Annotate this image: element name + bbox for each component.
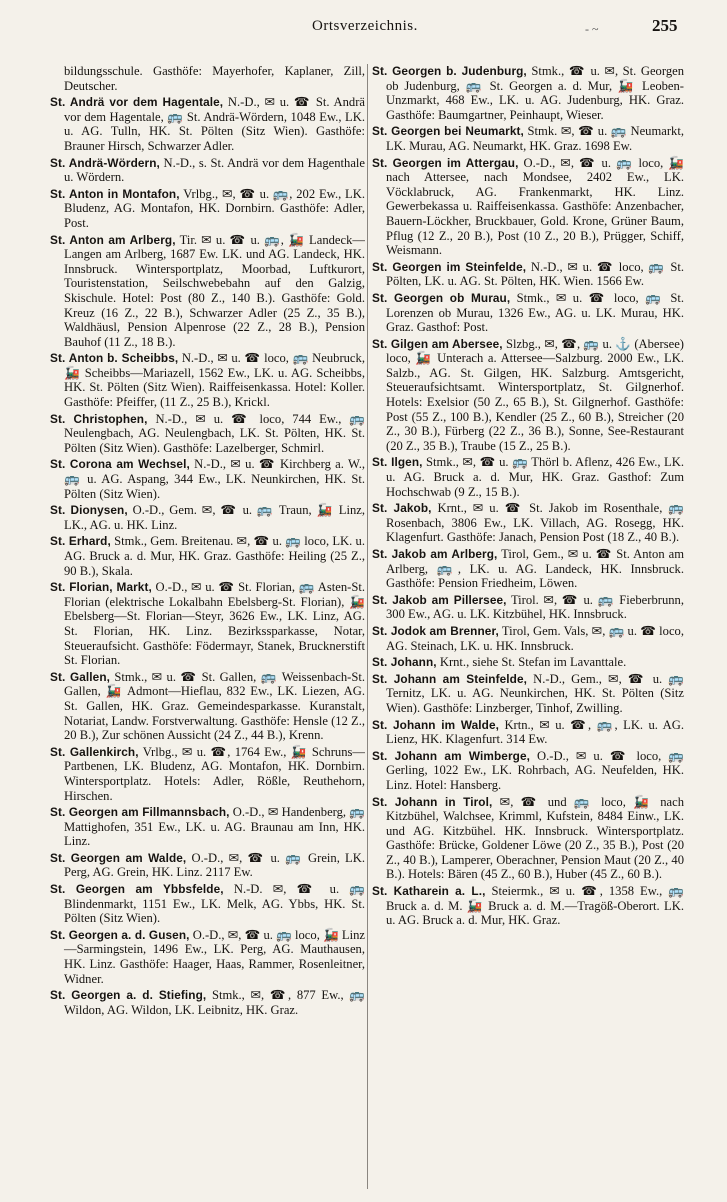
entry-name: St. Anton b. Scheibbs, bbox=[50, 351, 179, 366]
header-decoration: - ~ bbox=[585, 22, 599, 36]
entry bbox=[50, 187, 365, 231]
entry-text: N.-D. ✉, ☎ u. 🚌 Blindenmarkt, 1151 Ew., LK. Melk, AG. Ybbs, HK. St. Pölten (Sitz Wien). bbox=[64, 882, 365, 926]
entry bbox=[372, 501, 684, 545]
entry-text: Stmk., ☎ u. ✉, St. Georgen ob Judenburg, 🚌 St. Georgen a. d. Mur, 🚂 Leoben-Unzmarkt, 468 Ew., LK. u. AG. Judenburg, HK. Graz. Gasthöfe: Baumgartner, Peinhaupt, Wieser. bbox=[386, 64, 684, 122]
entry-text: Tir. ✉ u. ☎ u. 🚌, 🚂 Landeck—Langen am Arlberg, 1687 Ew. LK. und AG. Landeck, HK. Innsbruck. Wintersportplatz, Moorbad, Luftkurort, Touristenstation, Seilschwebebahn auf den Galzig, Skischule. Hotel: Post (80 Z., 140 B.). Gasthöfe: Gold. Kreuz (16 Z., 22 B.), Schwarzer Adler (25 Z., 35 B.), Waldhäusl, Pension Alpenrose (22 Z., 28 B.), Pension Bauhof (11 Z., 18 B.). bbox=[64, 232, 365, 349]
entry-name: St. Jakob am Arlberg, bbox=[372, 547, 498, 561]
entry bbox=[372, 156, 684, 258]
entry-text: N.-D., ✉ u. ☎ St. Andrä vor dem Hagentale, 🚌 St. Andrä-Wördern, 1048 Ew., LK. u. AG. Tulln, HK. St. Pölten (Sitz Wien). Gasthöfe: Brauner Hirsch, Schwarzer Adler. bbox=[64, 95, 365, 153]
entry-text: Stmk., ✉, ☎ u. 🚌 Thörl b. Aflenz, 426 Ew., LK. u. AG. Bruck a. d. Mur, HK. Graz. Gasthof: Zum Hochschwab (9 Z., 15 B.). bbox=[386, 455, 684, 499]
entry bbox=[372, 337, 684, 454]
entry bbox=[50, 95, 365, 153]
entry bbox=[50, 882, 365, 926]
right-column bbox=[372, 64, 684, 1189]
entry-text: Krnt., siehe St. Stefan im Lavanttale. bbox=[439, 655, 627, 670]
entry-name: St. Katharein a. L., bbox=[372, 884, 486, 899]
entry-name: St. Georgen b. Judenburg, bbox=[372, 64, 527, 78]
entry-text: O.-D., ✉ Handenberg, 🚌 Mattighofen, 351 Ew., LK. u. AG. Braunau am Inn, HK. Linz. bbox=[64, 805, 365, 849]
entry-text: Stmk., ✉ u. ☎ loco, 🚌 St. Lorenzen ob Murau, 1326 Ew., AG. u. LK. Murau, HK. Graz. Gasthof: Post. bbox=[386, 290, 684, 335]
entry-name: St. Gallenkirch, bbox=[50, 744, 139, 759]
entry-text: N.-D., Gem., ✉, ☎ u. 🚌 Ternitz, LK. u. AG. Neunkirchen, HK. St. Pölten (Sitz Wien). Gasthöfe: Linzberger, Tinhof, Zwilling. bbox=[386, 671, 684, 715]
entry bbox=[372, 291, 684, 335]
entry-text: O.-D., ✉, ☎ u. 🚌 loco, 🚂 Linz—Sarmingstein, 1496 Ew., LK. Perg, AG. Mauthausen, HK. Linz. Gasthöfe: Haager, Haas, Rammer, Rosenleitner, Widner. bbox=[64, 927, 365, 986]
entry bbox=[50, 64, 365, 93]
entry-text: Stmk. ✉, ☎ u. 🚌 Neumarkt, LK. Murau, AG. Neumarkt, HK. Graz. 1698 Ew. bbox=[386, 124, 684, 153]
entry bbox=[372, 547, 684, 591]
page-title: Ortsverzeichnis. bbox=[312, 18, 418, 34]
entry-name: St. Georgen am Ybbsfelde, bbox=[50, 882, 224, 897]
page-header bbox=[0, 0, 727, 44]
entry bbox=[50, 580, 365, 668]
entry bbox=[372, 795, 684, 883]
entry-name: St. Georgen am Fillmannsbach, bbox=[50, 805, 230, 820]
entry-name: St. Georgen a. d. Stiefing, bbox=[50, 988, 207, 1003]
entry-name: St. Johann am Steinfelde, bbox=[372, 671, 528, 686]
entry bbox=[372, 718, 684, 747]
entry-name: St. Georgen am Walde, bbox=[50, 850, 187, 865]
entry-text: O.-D., ✉, ☎ u. 🚌 Grein, LK. Perg, AG. Grein, HK. Linz. 2117 Ew. bbox=[64, 850, 365, 880]
entry-name: St. Johann im Walde, bbox=[372, 717, 500, 732]
left-column bbox=[50, 64, 365, 1189]
entry bbox=[50, 412, 365, 456]
entry-text: O.-D., ✉, ☎ u. 🚌 loco, 🚂 nach Attersee, nach Mondsee, 2402 Ew., LK. Vöcklabruck, AG. Frankenmarkt, HK. Linz. Gewerbekassa u. Raiffeisenkassa. Gasthöfe: Anzenbacher, Bauern-Löckher, Bruckbauer, Gold. Krone, Grüner Baum, Pflug (12 Z., 20 B.), Post (10 Z., 20 B.), Prügger, Schiff, Weismann. bbox=[386, 155, 684, 258]
entry bbox=[50, 457, 365, 501]
entry-text: N.-D., ✉ u. ☎ loco, 744 Ew., 🚌 Neulengbach, AG. Neulengbach, LK. St. Pölten, HK. St. Pölten (Sitz Wien). Gasthöfe: Lazelberger, Schmirl. bbox=[64, 411, 365, 455]
entry-text: Krtn., ✉ u. ☎, 🚌, LK. u. AG. Lienz, HK. Klagenfurt. 314 Ew. bbox=[386, 717, 684, 747]
entry bbox=[50, 156, 365, 185]
entry bbox=[50, 851, 365, 880]
entry bbox=[372, 593, 684, 622]
entry-name: St. Corona am Wechsel, bbox=[50, 457, 190, 472]
entry-text: Tirol. ✉, ☎ u. 🚌 Fieberbrunn, 300 Ew., AG. u. LK. Kitzbühel, HK. Innsbruck. bbox=[386, 592, 684, 622]
entry bbox=[50, 233, 365, 350]
entry-text: ✉, ☎ und 🚌 loco, 🚂 nach Kitzbühel, Walchsee, Krimml, Kufstein, 8484 Einw., LK. und AG. Kitzbühel. HK. Innsbruck. Wintersportplatz. Gasthöfe: Brücke, Goldener Löwe (20 Z., 35 B.), Post (20 Z., 40 B.), Lamperer, Oberachner, Pension Maut (20 Z., 40 B.). Hotels: Bären (45 Z., 60 B.), Huber (45 Z., 60 B.). bbox=[386, 794, 684, 882]
entry-name: St. Dionysen, bbox=[50, 503, 128, 518]
entry bbox=[372, 655, 684, 670]
entry-name: St. Johann, bbox=[372, 655, 437, 670]
entry-text: N.-D., ✉ u. ☎ loco, 🚌 Neubruck, 🚂 Scheibbs—Mariazell, 1562 Ew., LK. u. AG. Scheibbs, HK. St. Pölten (Sitz Wien). Raiffeisenkassa. Hotel: Koller. Gasthöfe: Pfeiffer, (11 Z., 25 B.), Krickl. bbox=[64, 351, 365, 410]
entry-name: St. Johann in Tirol, bbox=[372, 794, 493, 809]
entry bbox=[372, 260, 684, 289]
entry-name: St. Erhard, bbox=[50, 534, 111, 549]
entry-name: St. Georgen im Attergau, bbox=[372, 155, 519, 170]
entry-name: St. Jakob, bbox=[372, 501, 432, 516]
entry-text: N.-D., s. St. Andrä vor dem Hagenthale u. Wördern. bbox=[64, 155, 365, 185]
entry bbox=[50, 503, 365, 532]
entry-name: St. Georgen bei Neumarkt, bbox=[372, 124, 524, 139]
entry-name: St. Ilgen, bbox=[372, 455, 423, 470]
entry bbox=[372, 884, 684, 928]
entry-name: St. Christophen, bbox=[50, 411, 148, 426]
entry-name: St. Andrä-Wördern, bbox=[50, 155, 160, 170]
entry-text: O.-D., Gem. ✉, ☎ u. 🚌 Traun, 🚂 Linz, LK., AG. u. HK. Linz. bbox=[64, 503, 365, 532]
entry-text: Stmk., Gem. Breitenau. ✉, ☎ u. 🚌 loco, LK. u. AG. Bruck a. d. Mur, HK. Graz. Gasthöfe: Heiling (25 Z., 90 B.), Skala. bbox=[64, 534, 365, 578]
entry bbox=[372, 124, 684, 153]
entry-name: St. Anton am Arlberg, bbox=[50, 232, 176, 247]
entry-text: Steiermk., ✉ u. ☎, 1358 Ew., 🚌 Bruck a. d. M. 🚂 Bruck a. d. M.—Tragöß-Oberort. LK. u. AG. Bruck a. d. Mur, HK. Graz. bbox=[386, 884, 684, 928]
entry-name: St. Andrä vor dem Hagentale, bbox=[50, 95, 224, 110]
entry-text: Slzbg., ✉, ☎, 🚌 u. ⚓ (Abersee) loco, 🚂 Unterach a. Attersee—Salzburg. 2000 Ew., LK. Salzb., AG. St. Gilgen, HK. Salzburg. Amtsgericht, Steueraufsichtsamt. Wintersportplatz, St. Gilgnerhof. Hotels: Exelsior (50 Z., 65 B.), St. Gilgnerhof. Gasthöfe: Post (55 Z., 100 B.), Kendler (25 Z., 60 B.), Streicher (20 Z., 30 B.), Fürberg (22 Z., 36 B.), Sonne, See-Restaurant (20 Z., 35 B.), Traube (15 Z., 25 B.). bbox=[386, 336, 684, 453]
entry-text: Tirol, Gem. Vals, ✉, 🚌 u. ☎ loco, AG. Steinach, LK. u. HK. Innsbruck. bbox=[386, 623, 684, 653]
entry-text: Tirol, Gem., ✉ u. ☎ St. Anton am Arlberg, 🚌, LK. u. AG. Landeck, HK. Innsbruck. Gasthöfe: Pension Friedheim, Löwen. bbox=[386, 547, 684, 591]
entry bbox=[372, 455, 684, 499]
entry bbox=[50, 351, 365, 409]
entry bbox=[372, 64, 684, 122]
entry-name: St. Gallen, bbox=[50, 669, 110, 684]
entry bbox=[372, 624, 684, 653]
page-number: 255 bbox=[652, 16, 678, 35]
entry-text: Stmk., ✉, ☎, 877 Ew., 🚌 Wildon, AG. Wildon, LK. Leibnitz, HK. Graz. bbox=[64, 988, 365, 1017]
entry-name: St. Florian, Markt, bbox=[50, 580, 152, 595]
entry-text: bildungsschule. Gasthöfe: Mayerhofer, Kaplaner, Zill, Deutscher. bbox=[64, 64, 365, 93]
entry-text: Vrlbg., ✉, ☎ u. 🚌, 202 Ew., LK. Bludenz, AG. Montafon, HK. Dornbirn. Gasthöfe: Adler, Post. bbox=[64, 186, 365, 230]
entry-text: N.-D., ✉ u. ☎ loco, 🚌 St. Pölten, LK. u. AG. St. Pölten, HK. Wien. 1566 Ew. bbox=[386, 259, 684, 289]
entry-name: St. Jakob am Pillersee, bbox=[372, 592, 507, 607]
entry-name: St. Anton in Montafon, bbox=[50, 186, 180, 201]
entry bbox=[50, 670, 365, 743]
entry bbox=[50, 988, 365, 1017]
entry-text: Vrlbg., ✉ u. ☎, 1764 Ew., 🚂 Schruns—Partbenen, LK. Bludenz, AG. Montafon, HK. Dornbirn. Wintersportplatz. Hotels: Adler, Rößle, Reuthehorn, Hirschen. bbox=[64, 744, 365, 803]
entry-name: St. Johann am Wimberge, bbox=[372, 748, 530, 763]
entry-name: St. Georgen ob Murau, bbox=[372, 290, 511, 305]
entry-text: Stmk., ✉ u. ☎ St. Gallen, 🚌 Weissenbach-St. Gallen, 🚂 Admont—Hieflau, 832 Ew., LK. Liezen, AG. St. Gallen, HK. Graz. Gemeindesparkasse. Kuranstalt, Notariat, Landw. Forstverwaltung. Gasthöfe: Hensle (12 Z., 20 B.), Zur schönen Aussicht (24 Z., 44 B.), Krenn. bbox=[64, 669, 365, 743]
entry-name: St. Georgen a. d. Gusen, bbox=[50, 927, 190, 942]
entry bbox=[372, 749, 684, 793]
entry bbox=[50, 745, 365, 803]
entry bbox=[50, 534, 365, 578]
entry-text: O.-D., ✉ u. ☎ St. Florian, 🚌 Asten-St. Florian (elektrische Lokalbahn Ebelsberg-St. Florian), 🚂 Ebelsberg—St. Florian—Steyr, 3626 Ew., LK. Linz, AG. St. Florian, HK. Linz. Bezirkssparkasse, Notar, Steueraufsicht. Gasthöfe: Födermayr, Stanek, Brucknerstift St. Florian. bbox=[64, 580, 365, 668]
entry bbox=[50, 805, 365, 849]
column-divider bbox=[367, 64, 368, 1189]
entry-text: O.-D., ✉ u. ☎ loco, 🚌 Gerling, 1022 Ew., LK. Rohrbach, AG. Neufelden, HK. Linz. Hotel: Hansberg. bbox=[386, 748, 684, 792]
entry-text: Krnt., ✉ u. ☎ St. Jakob im Rosenthale, 🚌 Rosenbach, 3806 Ew., LK. Villach, AG. Rosegg, HK. Klagenfurt. Gasthöfe: Janach, Pension Post (18 Z., 40 B.). bbox=[386, 501, 684, 545]
entry bbox=[372, 672, 684, 716]
entry-text: N.-D., ✉ u. ☎ Kirchberg a. W., 🚌 u. AG. Aspang, 344 Ew., LK. Neunkirchen, HK. St. Pölten (Sitz Wien). bbox=[64, 457, 365, 501]
entry-name: St. Jodok am Brenner, bbox=[372, 623, 499, 638]
entry bbox=[50, 928, 365, 986]
entry-name: St. Gilgen am Abersee, bbox=[372, 336, 503, 351]
entry-name: St. Georgen im Steinfelde, bbox=[372, 259, 527, 274]
